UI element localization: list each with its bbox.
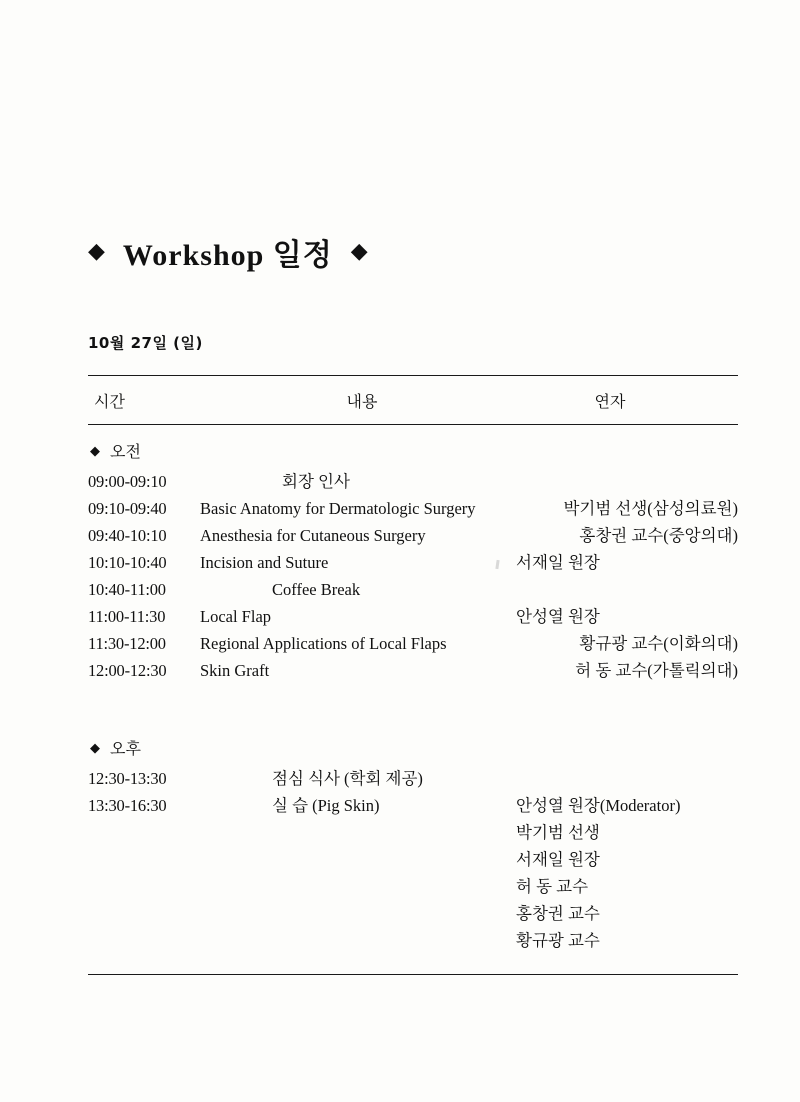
section-header-morning bbox=[88, 425, 738, 468]
table-header bbox=[88, 376, 738, 424]
table-row bbox=[88, 522, 738, 549]
diamond-icon-right: ◆ bbox=[350, 238, 368, 263]
speaker-name: 홍창권 교수 bbox=[516, 904, 600, 923]
row-time: 09:40-10:10 bbox=[88, 526, 167, 545]
row-content: 회장 인사 bbox=[282, 472, 350, 491]
column-header-time: 시간 bbox=[94, 394, 125, 411]
table-row bbox=[88, 765, 738, 792]
table-row bbox=[88, 468, 738, 495]
title-text: Workshop 일정 bbox=[122, 239, 333, 272]
row-content: Anesthesia for Cutaneous Surgery bbox=[200, 526, 426, 545]
date-heading: 10월 27일 (일) bbox=[88, 334, 203, 352]
section-header-afternoon bbox=[88, 722, 738, 765]
speaker-name: 황규광 교수 bbox=[516, 931, 600, 950]
table-row bbox=[88, 576, 738, 603]
list-item bbox=[88, 927, 738, 954]
afternoon-rows bbox=[88, 765, 738, 958]
row-speaker: 홍창권 교수(중앙의대) bbox=[579, 526, 738, 545]
row-content: Local Flap bbox=[200, 607, 272, 626]
page-title bbox=[88, 230, 738, 274]
row-time: 10:10-10:40 bbox=[88, 553, 167, 572]
speaker-name: 서재일 원장 bbox=[516, 850, 600, 869]
additional-speakers bbox=[88, 819, 738, 954]
speaker-name: 박기범 선생 bbox=[516, 823, 600, 842]
diamond-icon-left: ◆ bbox=[88, 238, 105, 263]
table-row bbox=[88, 792, 738, 819]
row-time: 09:00-09:10 bbox=[88, 472, 167, 491]
table-bottom-rule bbox=[88, 974, 738, 975]
list-item bbox=[88, 846, 738, 873]
morning-rows bbox=[88, 468, 738, 688]
list-item bbox=[88, 873, 738, 900]
table-row bbox=[88, 495, 738, 522]
row-speaker: 박기범 선생(삼성의료원) bbox=[563, 499, 738, 518]
diamond-icon-afternoon: ◆ bbox=[90, 740, 100, 755]
table-row bbox=[88, 549, 738, 576]
diamond-icon-morning: ◆ bbox=[90, 443, 100, 458]
row-speaker: 황규광 교수(이화의대) bbox=[579, 634, 738, 653]
row-speaker: 안성열 원장 bbox=[516, 607, 600, 626]
schedule-document bbox=[88, 230, 738, 975]
row-content: Basic Anatomy for Dermatologic Surgery bbox=[200, 499, 476, 518]
row-content: Skin Graft bbox=[200, 661, 270, 680]
row-time: 11:00-11:30 bbox=[88, 607, 166, 626]
row-time: 12:30-13:30 bbox=[88, 769, 167, 788]
table-row bbox=[88, 657, 738, 684]
list-item bbox=[88, 900, 738, 927]
row-content: Incision and Suture bbox=[200, 553, 329, 572]
row-time: 13:30-16:30 bbox=[88, 796, 167, 815]
row-content: 점심 식사 (학회 제공) bbox=[272, 769, 423, 788]
table-row bbox=[88, 630, 738, 657]
section-label-morning: 오전 bbox=[110, 444, 141, 461]
row-content: Coffee Break bbox=[272, 580, 361, 599]
row-content: 실 습 (Pig Skin) bbox=[272, 796, 380, 815]
list-item bbox=[88, 819, 738, 846]
row-speaker: 서재일 원장 bbox=[516, 553, 600, 572]
row-time: 09:10-09:40 bbox=[88, 499, 167, 518]
column-header-speaker: 연자 bbox=[594, 394, 626, 411]
row-time: 10:40-11:00 bbox=[88, 580, 166, 599]
row-time: 11:30-12:00 bbox=[88, 634, 166, 653]
table-row bbox=[88, 603, 738, 630]
section-label-afternoon: 오후 bbox=[110, 741, 141, 758]
speaker-name: 허 동 교수 bbox=[516, 877, 589, 896]
row-time: 12:00-12:30 bbox=[88, 661, 167, 680]
section-spacer bbox=[88, 688, 738, 722]
row-speaker: 안성열 원장(Moderator) bbox=[516, 796, 681, 815]
row-speaker: 허 동 교수(가톨릭의대) bbox=[575, 661, 738, 680]
column-header-content: 내용 bbox=[346, 394, 378, 411]
row-content: Regional Applications of Local Flaps bbox=[200, 634, 447, 653]
